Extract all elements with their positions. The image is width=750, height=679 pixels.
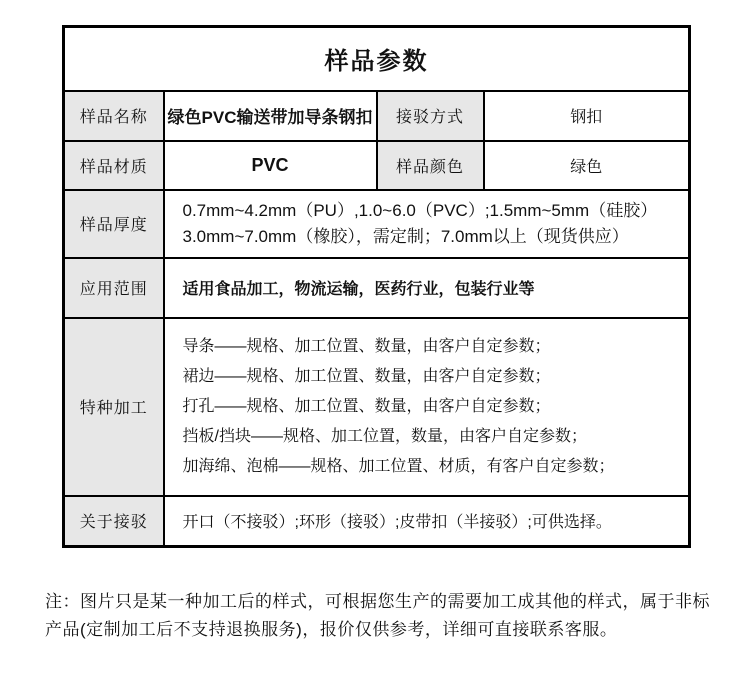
value-application-scope: 适用食品加工，物流运输，医药行业，包装行业等 (164, 258, 690, 318)
row-sample-name (64, 91, 690, 141)
row-sample-material (64, 141, 690, 190)
value-sample-color: 绿色 (484, 141, 690, 190)
special-processing-line-3: 打孔——规格、加工位置、数量，由客户自定参数； (182, 397, 551, 415)
label-sample-material: 样品材质 (64, 141, 164, 190)
value-sample-name: 绿色PVC输送带加导条钢扣 (164, 91, 377, 141)
thickness-line-1: 0.7mm~4.2mm（PU）,1.0~6.0（PVC）;1.5mm~5mm（硅胶） (182, 200, 658, 220)
label-joint-method: 接驳方式 (377, 91, 484, 141)
thickness-line-2: 3.0mm~7.0mm（橡胶），需定制；7.0mm以上（现货供应） (182, 226, 629, 246)
footnote-line-2: 产品(定制加工后不支持退换服务)，报价仅供参考，详细可直接联系客服。 (45, 620, 618, 639)
table-title: 样品参数 (64, 27, 690, 91)
value-about-joint: 开口（不接驳）;环形（接驳）;皮带扣（半接驳）;可供选择。 (164, 496, 690, 547)
row-application-scope (64, 258, 690, 318)
label-sample-thickness: 样品厚度 (64, 190, 164, 258)
special-processing-line-1: 导条——规格、加工位置、数量，由客户自定参数； (182, 337, 551, 355)
special-processing-line-2: 裙边——规格、加工位置、数量，由客户自定参数； (182, 367, 551, 385)
value-joint-method: 钢扣 (484, 91, 690, 141)
label-about-joint: 关于接驳 (64, 496, 164, 547)
value-sample-thickness (164, 190, 690, 258)
row-special-processing (64, 318, 690, 496)
value-special-processing (164, 318, 690, 496)
special-processing-line-5: 加海绵、泡棉——规格、加工位置、材质，有客户自定参数； (182, 457, 615, 475)
table-title-row (64, 27, 690, 91)
label-special-processing: 特种加工 (64, 318, 164, 496)
special-processing-line-4: 挡板/挡块——规格、加工位置，数量，由客户自定参数； (182, 427, 587, 445)
row-sample-thickness (64, 190, 690, 258)
label-application-scope: 应用范围 (64, 258, 164, 318)
footnote-line-1: 注：图片只是某一种加工后的样式，可根据您生产的需要加工成其他的样式，属于非标 (45, 592, 710, 611)
value-sample-material: PVC (164, 141, 377, 190)
row-about-joint (64, 496, 690, 547)
label-sample-name: 样品名称 (64, 91, 164, 141)
footnote (45, 588, 710, 644)
sample-parameters-table (62, 25, 691, 548)
label-sample-color: 样品颜色 (377, 141, 484, 190)
